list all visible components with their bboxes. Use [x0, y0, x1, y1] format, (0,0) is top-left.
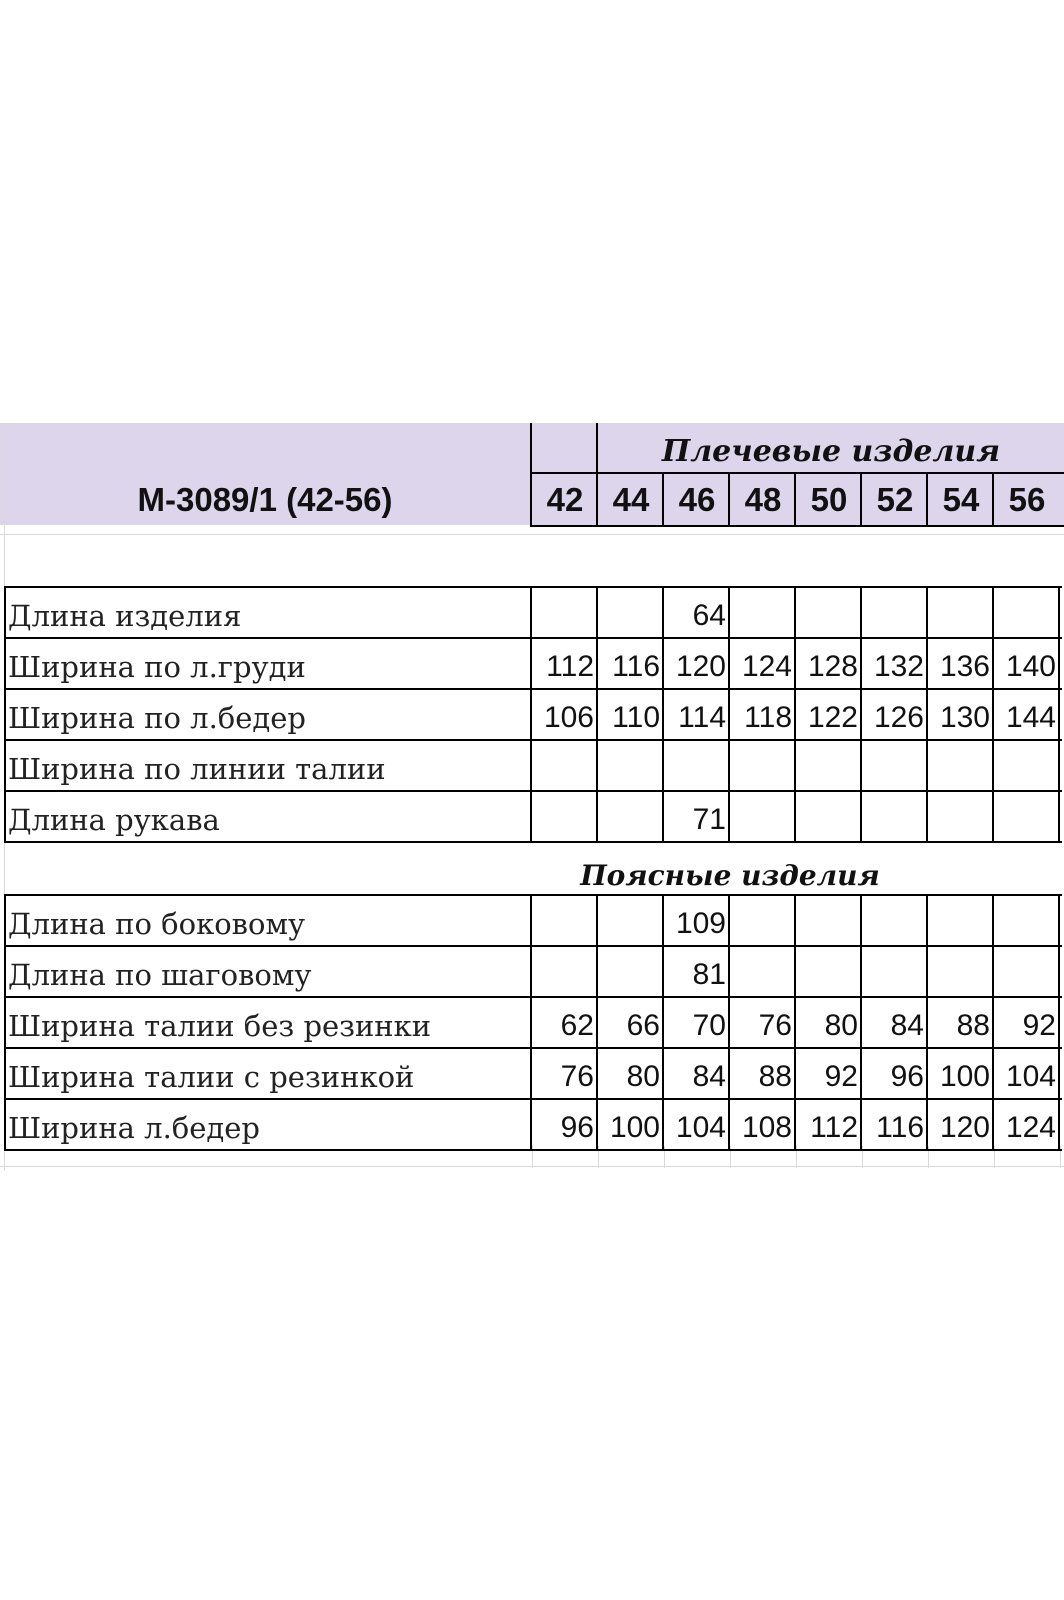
value-cell: 124 — [1005, 1111, 1056, 1144]
size-header-54: 54 — [942, 481, 980, 518]
value-cell — [928, 896, 994, 944]
value-cell: 100 — [609, 1111, 660, 1144]
value-cell: 112 — [546, 650, 594, 683]
value-cell — [796, 896, 862, 944]
value-cell: 100 — [939, 1060, 990, 1093]
value-cell: 80 — [626, 1060, 660, 1093]
value-cell: 88 — [956, 1009, 990, 1042]
value-cell: 81 — [692, 958, 726, 991]
row-label: Ширина талии без резинки — [8, 1009, 432, 1043]
grid-line-h — [4, 1047, 1062, 1049]
value-cell — [730, 588, 796, 636]
grid-line-v — [530, 423, 532, 527]
value-cell — [862, 588, 928, 636]
grid-line-v — [4, 586, 6, 843]
grid-line-v — [530, 894, 532, 1151]
value-cell — [928, 588, 994, 636]
grid-line-v — [794, 586, 796, 843]
waist-section-title: Поясные изделия — [580, 859, 880, 892]
value-cell — [928, 792, 994, 840]
value-cell — [796, 588, 862, 636]
grid-line-v — [926, 586, 928, 843]
value-cell: 120 — [675, 650, 726, 683]
grid-line-h — [4, 739, 1062, 741]
value-cell: 80 — [824, 1009, 858, 1042]
value-cell: 120 — [939, 1111, 990, 1144]
grid-line-v — [662, 472, 664, 527]
grid-line-v — [596, 423, 598, 527]
value-cell: 104 — [1005, 1060, 1056, 1093]
value-cell: 71 — [692, 803, 726, 836]
value-cell — [862, 896, 928, 944]
grid-line-v — [728, 894, 730, 1151]
value-cell: 96 — [890, 1060, 924, 1093]
grid-line-v — [926, 894, 928, 1151]
size-header-48: 48 — [744, 481, 782, 518]
value-cell: 124 — [741, 650, 792, 683]
grid-line-v — [662, 894, 664, 1151]
grid-line-v — [596, 894, 598, 1151]
value-cell — [862, 741, 928, 789]
gridline-faint — [0, 423, 1064, 424]
grid-line-h — [4, 841, 1062, 843]
grid-line-v — [794, 472, 796, 527]
value-cell — [862, 792, 928, 840]
value-cell: 109 — [675, 907, 726, 940]
row-label: Ширина талии с резинкой — [8, 1060, 415, 1094]
value-cell — [664, 741, 730, 789]
size-header-56: 56 — [1008, 481, 1046, 518]
grid-line-v — [662, 586, 664, 843]
row-label: Ширина л.бедер — [8, 1111, 260, 1145]
value-cell — [730, 792, 796, 840]
value-cell — [532, 741, 598, 789]
value-cell — [532, 896, 598, 944]
value-cell — [598, 896, 664, 944]
gridline-faint — [0, 534, 1064, 535]
value-cell — [730, 896, 796, 944]
value-cell: 92 — [1022, 1009, 1056, 1042]
value-cell: 84 — [890, 1009, 924, 1042]
size-header-44: 44 — [612, 481, 650, 518]
row-label: Ширина по л.груди — [8, 650, 306, 684]
value-cell — [994, 896, 1060, 944]
model-title: М-3089/1 (42-56) — [137, 481, 393, 518]
row-label: Длина рукава — [8, 803, 220, 837]
value-cell — [994, 741, 1060, 789]
grid-line-h — [4, 894, 1062, 896]
grid-line-h — [530, 525, 1064, 527]
value-cell: 130 — [939, 701, 990, 734]
row-label: Ширина по линии талии — [8, 752, 386, 786]
size-header-50: 50 — [810, 481, 848, 518]
value-cell: 132 — [873, 650, 924, 683]
row-label: Длина изделия — [8, 599, 242, 633]
row-label: Длина по боковому — [8, 907, 306, 941]
value-cell: 108 — [741, 1111, 792, 1144]
value-cell: 88 — [758, 1060, 792, 1093]
value-cell — [796, 792, 862, 840]
size-header-46: 46 — [678, 481, 716, 518]
row-label: Длина по шаговому — [8, 958, 312, 992]
value-cell — [994, 792, 1060, 840]
value-cell: 66 — [626, 1009, 660, 1042]
grid-line-v — [1058, 586, 1060, 843]
grid-line-h — [4, 1149, 1062, 1151]
grid-line-h — [4, 637, 1062, 639]
grid-line-h — [4, 790, 1062, 792]
value-cell — [598, 792, 664, 840]
value-cell — [796, 741, 862, 789]
grid-line-h — [4, 945, 1062, 947]
grid-line-h — [4, 688, 1062, 690]
grid-line-v — [794, 894, 796, 1151]
value-cell: 84 — [692, 1060, 726, 1093]
value-cell — [532, 792, 598, 840]
value-cell: 110 — [612, 701, 660, 734]
value-cell: 136 — [939, 650, 990, 683]
value-cell — [796, 947, 862, 995]
grid-line-v — [992, 894, 994, 1151]
value-cell: 76 — [758, 1009, 792, 1042]
size-header-42: 42 — [546, 481, 584, 518]
value-cell — [598, 588, 664, 636]
value-cell — [928, 947, 994, 995]
size-header-52: 52 — [876, 481, 914, 518]
value-cell: 116 — [876, 1111, 924, 1144]
grid-line-h — [4, 586, 1062, 588]
value-cell: 114 — [678, 701, 726, 734]
grid-line-h — [4, 1098, 1062, 1100]
value-cell — [598, 741, 664, 789]
grid-line-v — [992, 586, 994, 843]
value-cell — [994, 947, 1060, 995]
value-cell: 92 — [824, 1060, 858, 1093]
value-cell: 126 — [873, 701, 924, 734]
value-cell: 96 — [560, 1111, 594, 1144]
grid-line-v — [926, 472, 928, 527]
value-cell — [730, 947, 796, 995]
value-cell: 112 — [810, 1111, 858, 1144]
value-cell: 106 — [543, 701, 594, 734]
value-cell — [532, 588, 598, 636]
grid-line-v — [1058, 894, 1060, 1151]
grid-line-v — [4, 894, 6, 1151]
value-cell: 122 — [807, 701, 858, 734]
grid-line-h — [530, 472, 1064, 474]
grid-line-h — [4, 996, 1062, 998]
value-cell: 70 — [692, 1009, 726, 1042]
grid-line-v — [728, 586, 730, 843]
value-cell: 64 — [692, 599, 726, 632]
grid-line-v — [530, 586, 532, 843]
grid-line-v — [596, 586, 598, 843]
value-cell: 76 — [560, 1060, 594, 1093]
grid-line-v — [860, 586, 862, 843]
value-cell: 144 — [1005, 701, 1056, 734]
value-cell — [994, 588, 1060, 636]
grid-line-v — [992, 472, 994, 527]
grid-line-v — [860, 894, 862, 1151]
grid-line-v — [728, 472, 730, 527]
value-cell: 140 — [1005, 650, 1056, 683]
shoulder-section-title: Плечевые изделия — [661, 434, 1001, 469]
value-cell — [598, 947, 664, 995]
value-cell — [730, 741, 796, 789]
value-cell: 116 — [612, 650, 660, 683]
value-cell: 104 — [675, 1111, 726, 1144]
value-cell: 128 — [807, 650, 858, 683]
value-cell: 62 — [560, 1009, 594, 1042]
grid-line-v — [860, 472, 862, 527]
value-cell: 118 — [744, 701, 792, 734]
row-label: Ширина по л.бедер — [8, 701, 307, 735]
value-cell — [928, 741, 994, 789]
value-cell — [862, 947, 928, 995]
value-cell — [532, 947, 598, 995]
